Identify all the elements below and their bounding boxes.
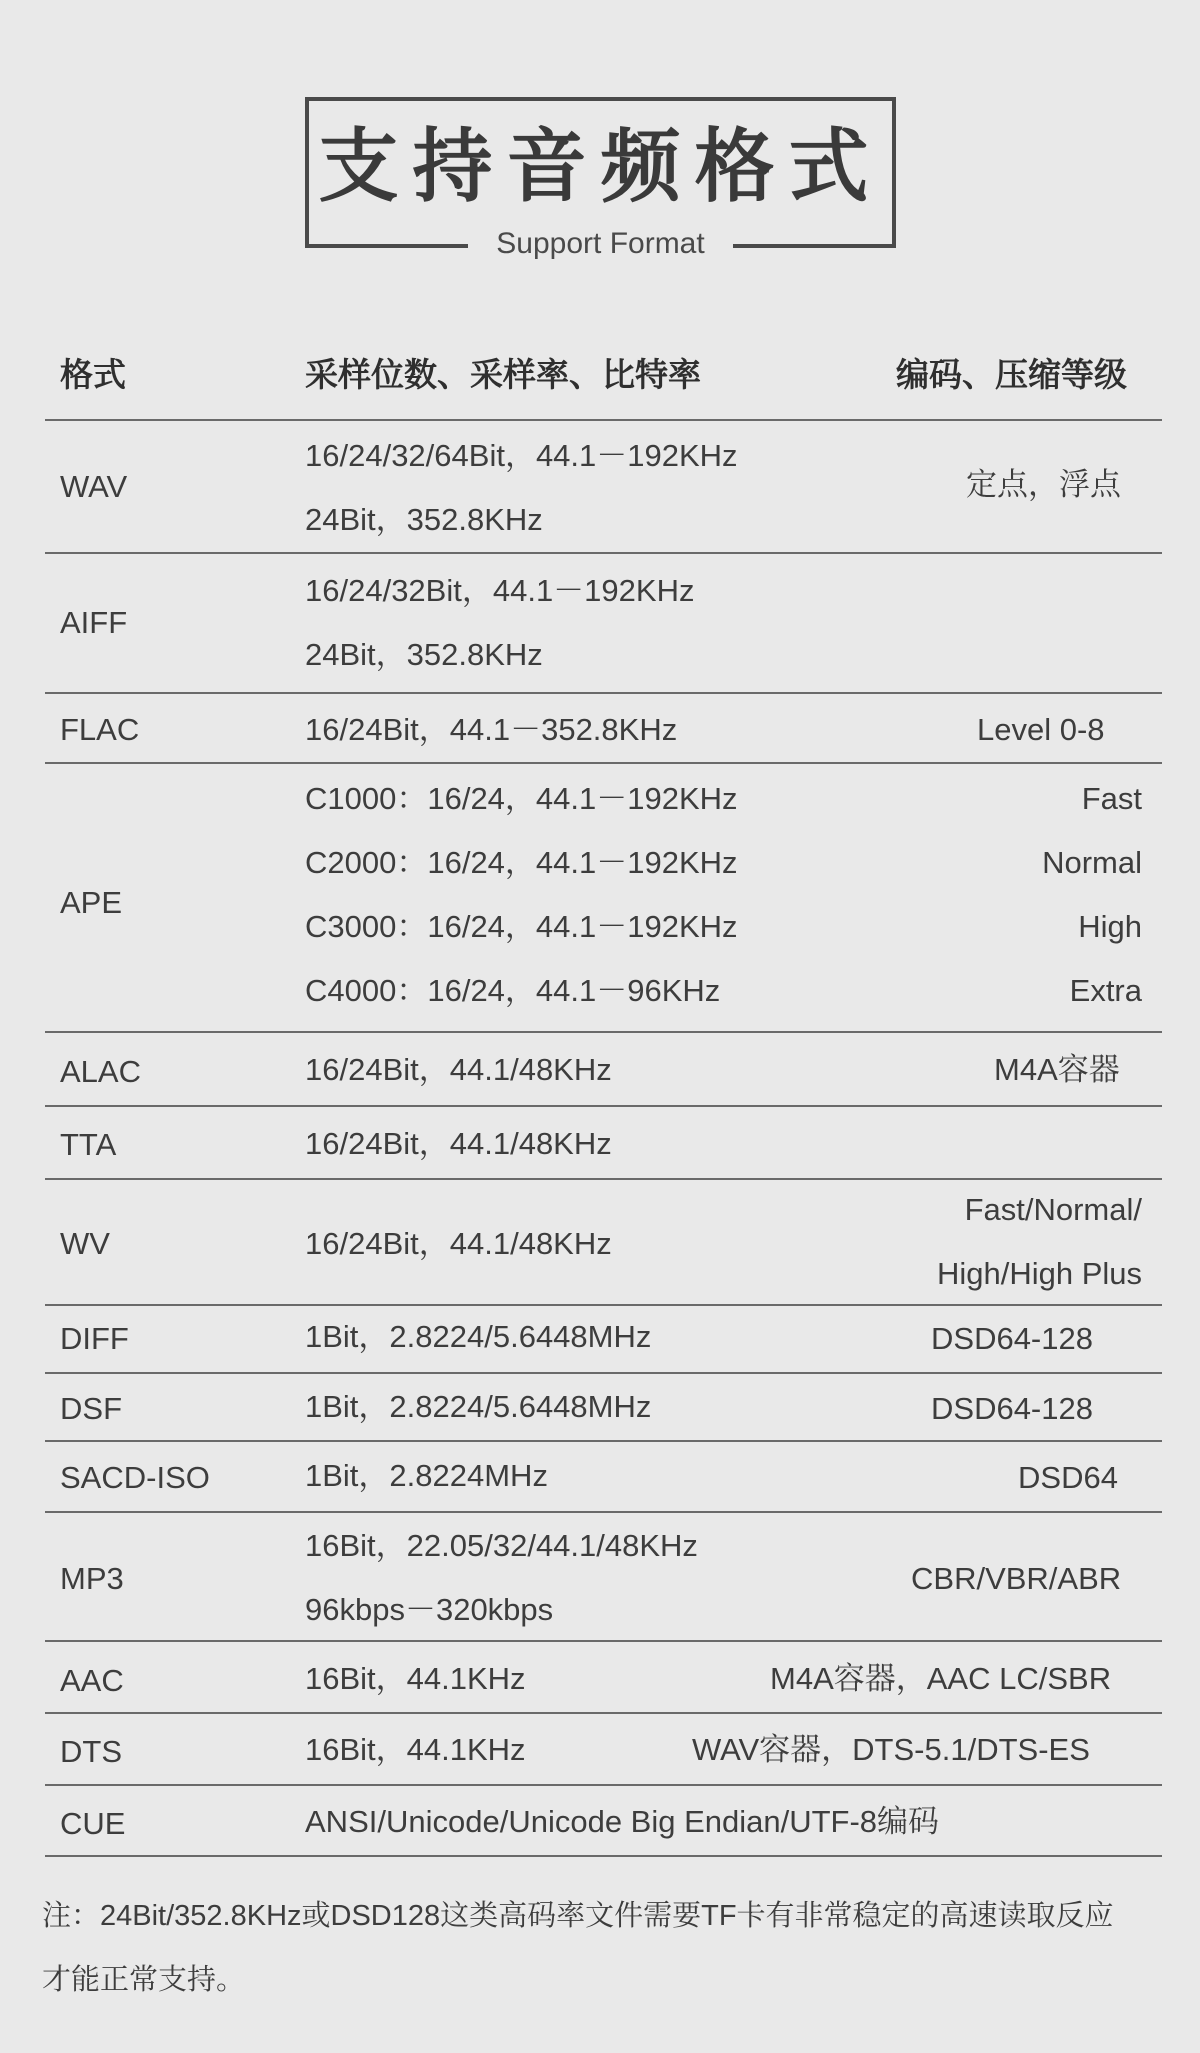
row-ape-format: APE bbox=[60, 885, 123, 920]
row-divider bbox=[45, 1105, 1162, 1107]
row-diff-spec1: 1Bit，2.8224/5.6448MHz bbox=[305, 1319, 652, 1354]
row-divider bbox=[45, 1304, 1162, 1306]
row-divider bbox=[45, 1372, 1162, 1374]
row-aac-format: AAC bbox=[60, 1663, 124, 1698]
row-wv-codec1: Fast/Normal/ bbox=[964, 1192, 1142, 1227]
row-aac-spec1: 16Bit，44.1KHz bbox=[305, 1661, 526, 1696]
footnote-line1: 注：24Bit/352.8KHz或DSD128这类高码率文件需要TF卡有非常稳定的高速读取反应 bbox=[42, 1900, 1114, 1932]
row-divider bbox=[45, 762, 1162, 764]
header-format: 格式 bbox=[60, 355, 126, 394]
row-ape-codec1: Fast bbox=[1081, 781, 1142, 816]
row-cue-format: CUE bbox=[60, 1806, 126, 1841]
row-flac-format: FLAC bbox=[60, 712, 140, 747]
row-divider bbox=[45, 1511, 1162, 1513]
row-ape-spec1: C1000：16/24，44.1－192KHz bbox=[305, 781, 738, 816]
row-ape-spec3: C3000：16/24，44.1－192KHz bbox=[305, 909, 738, 944]
row-divider bbox=[45, 692, 1162, 694]
row-flac-spec1: 16/24Bit，44.1－352.8KHz bbox=[305, 712, 678, 747]
row-aiff-spec1: 16/24/32Bit，44.1－192KHz bbox=[305, 573, 695, 608]
row-mp3-spec1: 16Bit，22.05/32/44.1/48KHz bbox=[305, 1528, 698, 1563]
row-ape-spec2: C2000：16/24，44.1－192KHz bbox=[305, 845, 738, 880]
row-mp3-format: MP3 bbox=[60, 1561, 124, 1596]
footnote-line2: 才能正常支持。 bbox=[42, 1964, 246, 1996]
row-sacd-format: SACD-ISO bbox=[60, 1460, 210, 1495]
row-aiff-spec2: 24Bit，352.8KHz bbox=[305, 637, 543, 672]
row-ape-codec4: Extra bbox=[1069, 973, 1142, 1008]
row-dts-codec: WAV容器，DTS-5.1/DTS-ES bbox=[692, 1732, 1090, 1767]
header-spec: 采样位数、采样率、比特率 bbox=[305, 355, 701, 394]
row-divider bbox=[45, 1712, 1162, 1714]
row-diff-format: DIFF bbox=[60, 1321, 129, 1356]
row-wav-spec1: 16/24/32/64Bit，44.1－192KHz bbox=[305, 438, 738, 473]
row-diff-codec: DSD64-128 bbox=[931, 1321, 1093, 1356]
row-tta-format: TTA bbox=[60, 1127, 117, 1162]
row-sacd-spec1: 1Bit，2.8224MHz bbox=[305, 1458, 548, 1493]
row-tta-spec1: 16/24Bit，44.1/48KHz bbox=[305, 1126, 612, 1161]
row-dsf-codec: DSD64-128 bbox=[931, 1391, 1093, 1426]
row-wav-spec2: 24Bit，352.8KHz bbox=[305, 502, 543, 537]
page-subtitle-text: Support Format bbox=[490, 227, 710, 260]
row-ape-spec4: C4000：16/24，44.1－96KHz bbox=[305, 973, 721, 1008]
page-title: 支持音频格式 bbox=[318, 120, 883, 213]
row-divider bbox=[45, 1031, 1162, 1033]
row-wav-format: WAV bbox=[60, 469, 128, 504]
row-dts-format: DTS bbox=[60, 1734, 122, 1769]
row-aac-codec: M4A容器，AAC LC/SBR bbox=[770, 1661, 1112, 1696]
row-cue-spec1: ANSI/Unicode/Unicode Big Endian/UTF-8编码 bbox=[305, 1804, 940, 1839]
row-alac-spec1: 16/24Bit，44.1/48KHz bbox=[305, 1052, 612, 1087]
row-ape-codec3: High bbox=[1078, 909, 1142, 944]
row-dsf-format: DSF bbox=[60, 1391, 122, 1426]
row-mp3-codec: CBR/VBR/ABR bbox=[911, 1561, 1122, 1596]
row-ape-codec2: Normal bbox=[1042, 845, 1142, 880]
header-divider bbox=[45, 419, 1162, 421]
row-divider bbox=[45, 1784, 1162, 1786]
row-wv-spec1: 16/24Bit，44.1/48KHz bbox=[305, 1226, 612, 1261]
row-aiff-format: AIFF bbox=[60, 605, 128, 640]
page-subtitle bbox=[309, 229, 892, 259]
row-dsf-spec1: 1Bit，2.8224/5.6448MHz bbox=[305, 1389, 652, 1424]
row-divider bbox=[45, 552, 1162, 554]
row-alac-codec: M4A容器 bbox=[994, 1052, 1120, 1087]
row-divider bbox=[45, 1640, 1162, 1642]
header-codec: 编码、压缩等级 bbox=[896, 355, 1127, 394]
row-flac-codec: Level 0-8 bbox=[977, 712, 1105, 747]
row-dts-spec1: 16Bit，44.1KHz bbox=[305, 1732, 526, 1767]
row-divider bbox=[45, 1178, 1162, 1180]
row-sacd-codec: DSD64 bbox=[1018, 1460, 1118, 1495]
row-alac-format: ALAC bbox=[60, 1054, 141, 1089]
table-bottom-divider bbox=[45, 1855, 1162, 1857]
row-wv-format: WV bbox=[60, 1226, 110, 1261]
row-wv-codec2: High/High Plus bbox=[936, 1256, 1142, 1291]
title-frame bbox=[305, 97, 896, 260]
row-divider bbox=[45, 1440, 1162, 1442]
row-mp3-spec2: 96kbps－320kbps bbox=[305, 1592, 554, 1627]
row-wav-codec: 定点，浮点 bbox=[966, 467, 1121, 502]
